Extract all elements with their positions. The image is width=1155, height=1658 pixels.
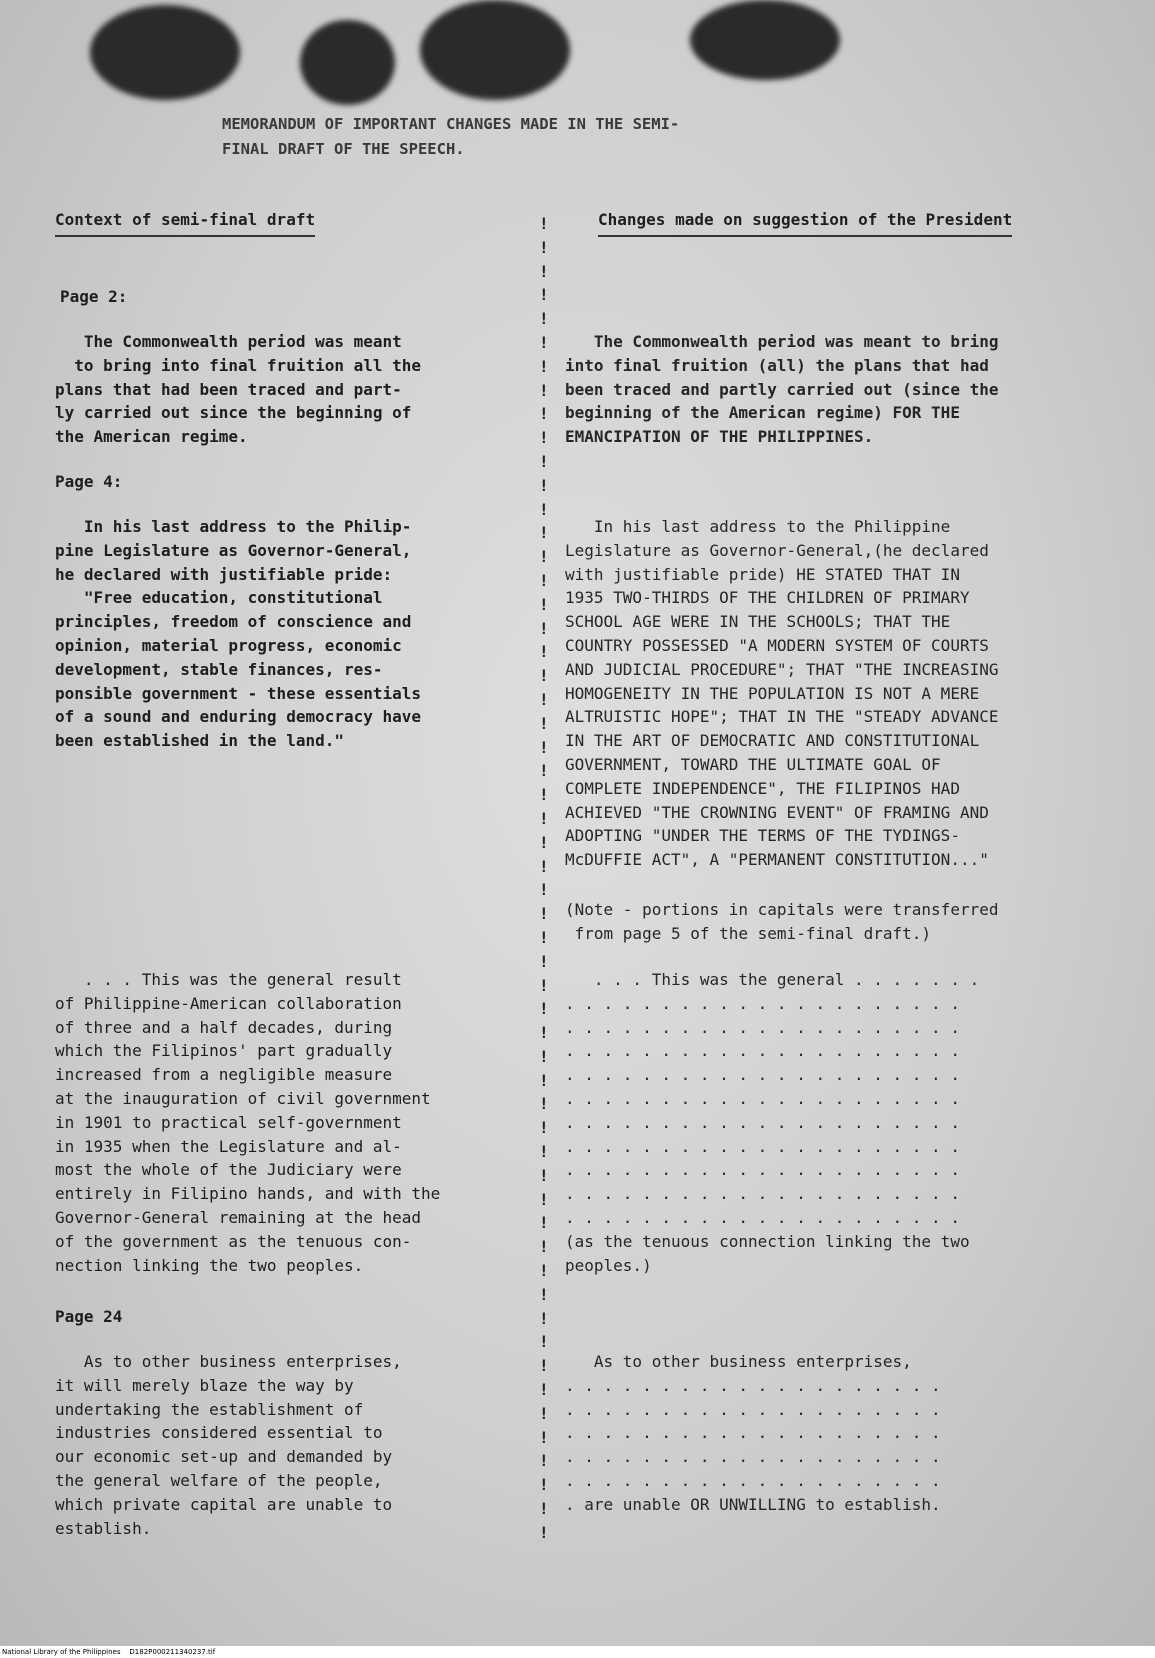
result-original-text: . . . This was the general result of Philippine-American collaboration of three and a half decades, during which the Filipinos' part gradually increased from a negligible measure at the inauguration of civil government in 1901 to practical self-government in 1935 when the Legislature and al- most the whole of the Judiciary were entirely in Filipino hands, and with the Governor-General remaining at the head of the government as the tenuous con- nection linking the two peoples. — [55, 970, 441, 1275]
page-4-revised-text: In his last address to the Philippine Legislature as Governor-General,(he declared with justifiable pride) HE STATED THAT IN 1935 TWO-THIRDS OF THE CHILDREN OF PRIMARY SCHOOL AGE WERE IN THE SCHOOLS; THAT THE COUNTRY POSSESSED "A MODERN SYSTEM OF COURTS AND JUDICIAL PROCEDURE"; THAT "THE INCREASING HOMOGENEITY IN THE POPULATION IS NOT A MERE ALTRUISTIC HOPE"; THAT IN THE "STEADY ADVANCE IN THE ART OF DEMOCRATIC AND CONSTITUTIONAL GOVERNMENT, TOWARD THE ULTIMATE GOAL OF COMPLETE INDEPENDENCE", THE FILIPINOS HAD ACHIEVED "THE CROWNING EVENT" OF FRAMING AND ADOPTING "UNDER THE TERMS OF THE TYDINGS- McDUFFIE ACT", A "PERMANENT CONSTITUTION..." — [565, 517, 999, 870]
page-2-label: Page 2: — [60, 287, 128, 306]
binding-hole-4 — [690, 0, 840, 80]
page-24-original-text: As to other business enterprises, it will merely blaze the way by undertaking the establishment of industries considered essential to our economic set-up and demanded by the general welfare of the people, which private capital are unable to establish. — [55, 1352, 402, 1538]
memo-title: MEMORANDUM OF IMPORTANT CHANGES MADE IN THE SEMI- FINAL DRAFT OF THE SPEECH. — [222, 115, 680, 158]
page-4-note: (Note - portions in capitals were transferred from page 5 of the semi-final draft.) — [565, 900, 999, 943]
archive-footer: National Library of the Philippines D182P000211340237.tif — [0, 1646, 1155, 1658]
page-4-label: Page 4: — [55, 472, 123, 491]
page-24-revised-text: As to other business enterprises, . . . . . . . . . . . . . . . . . . . . . . . . . . . . . . . . . . . . . . . . . . . . . . . . . . . . . . . . . . . . . . . . . . . . . . . . . . . . . . . . . . . . . . . . . . . . . . . . . . . . . are unable OR UNWILLING to establish. — [565, 1352, 941, 1514]
page-2-revised-text: The Commonwealth period was meant to bring into final fruition (all) the plans that had been traced and partly carried out (since the beginning of the American regime) FOR THE EMANCIPATION OF THE PHILIPPINES. — [565, 332, 999, 447]
binding-hole-1 — [90, 5, 240, 100]
left-column-heading: Context of semi-final draft — [55, 210, 315, 237]
binding-hole-3 — [420, 0, 570, 100]
page-2-original-text: The Commonwealth period was meant to bring into final fruition all the plans that had been traced and part- ly carried out since the beginning of the American regime. — [55, 332, 422, 447]
page-4-original-text: In his last address to the Philip- pine Legislature as Governor-General, he declared with justifiable pride: "Free education, constitutional principles, freedom of conscience and opinion, material progress, economic development, stable finances, res- ponsible government - these essentials of a sound and enduring democracy have been established in the land." — [55, 517, 422, 751]
page-24-label: Page 24 — [55, 1307, 123, 1326]
right-column-heading: Changes made on suggestion of the President — [598, 210, 1012, 237]
binding-hole-2 — [300, 20, 395, 105]
column-divider: ! ! ! ! ! ! ! ! ! ! ! ! ! ! ! ! ! ! ! ! ! ! ! ! ! ! ! ! ! ! ! ! ! ! ! ! ! ! ! ! ! ! ! ! ! ! ! ! ! ! ! ! ! ! ! ! — [539, 214, 549, 1542]
result-revised-text: . . . This was the general . . . . . . . . . . . . . . . . . . . . . . . . . . . . . . . . . . . . . . . . . . . . . . . . . . . . . . . . . . . . . . . . . . . . . . . . . . . . . . . . . . . . . . . . . . . . . . . . . . . . . . . . . . . . . . . . . . . . . . . . . . . . . . . . . . . . . . . . . . . . . . . . . . . . . . . . . . . . . . . . . . . . . . . . . . . . . . . . . . . . . . . . . . . . . . . . . . . . . . . . . . . . . . . . . . . . . . . . . (as the tenuous connection linking the two peoples.) — [565, 970, 980, 1275]
